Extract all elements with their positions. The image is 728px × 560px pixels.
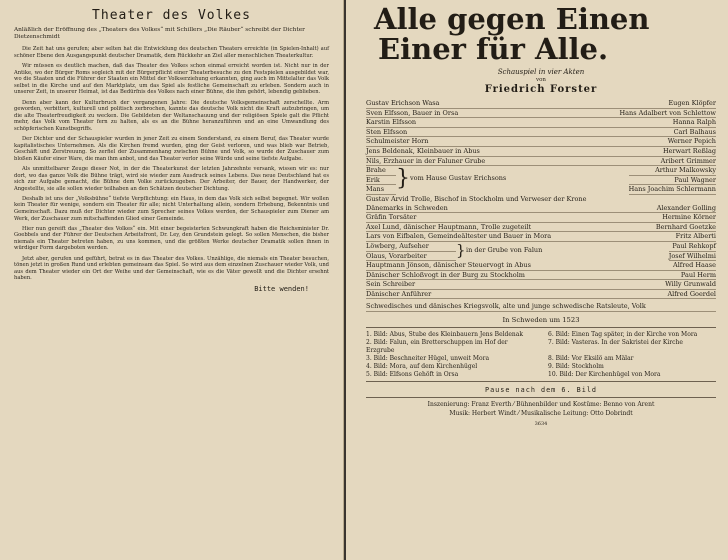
by-label: von: [536, 77, 546, 83]
cast-row: Gustav Erichson Wasa Eugen Klöpfer: [366, 99, 716, 107]
scene-item: 9. Bild: Stockholm: [548, 363, 604, 371]
page-number: 3634: [534, 421, 548, 428]
cast-row: Sein Schreiber Willy Grunwald: [366, 280, 716, 289]
right-page: [346, 0, 728, 560]
intermission-note: Pause nach dem 6. Bild: [484, 386, 598, 395]
brace-glyph: }: [396, 166, 410, 192]
extras-line: Schwedisches und dänisches Kriegsvolk, alte und junge schwedische Ratsleute, Volk: [366, 302, 716, 312]
play-title: [374, 4, 716, 64]
divider: [366, 397, 716, 398]
please-turn-note: Bitte wenden!: [254, 285, 309, 294]
cast-row: Schulmeister Horn Werner Pepich: [366, 137, 716, 146]
cast-row: Sten Elfsson Carl Balhaus: [366, 127, 716, 136]
cast-group-mine: Löwberg, Aufseher Olaus, Vorarbeiter } in der Grube von Falun Paul Rehkopf Josef Wilhelmi: [366, 240, 716, 260]
cast-row: Nils, Erzhauer in der Faluner Grube Aribert Grimmer: [366, 156, 716, 165]
scene-list: [366, 331, 716, 379]
credits-line: Inszenierung: Franz Everth ⁄ Bühnenbilder und Kostüme: Benno von Arent: [427, 401, 655, 409]
cast-row: Sven Elfsson, Bauer in Orsa Hans Adalbert von Schlettow: [366, 108, 716, 117]
scene-item: 5. Bild: Elfsons Gehöft in Orsa: [366, 371, 459, 379]
production-credits: [366, 400, 716, 418]
article-body: [14, 46, 329, 282]
cast-row: Gustav Arvid Trolle, Bischof in Stockholm und Verweser der Krone Dänemarks in Schweden Alexander Golling: [366, 194, 716, 212]
divider: [366, 327, 716, 328]
cast-row: Karstin Elfsson Hanna Ralph: [366, 118, 716, 127]
scene-item: 7. Bild: Vasteras. In der Sakristei der Kirche: [548, 339, 683, 347]
cast-row: Dänischer Schloßvogt in der Burg zu Stockholm Paul Herm: [366, 270, 716, 279]
paragraph: Als unmittelbarer Zeuge dieser Not, in der die Theaterkunst der letzten Jahrzehnte versank, wissen wir es: nur dort, wo das ganze Volk die Bühne trägt, wird sie wieder zum Ausdruck seines Lebens. Das neue Deutschland hat es sich zur Aufgabe gemacht, die Bühne dem Volke zurückzugeben. Der Arbeiter, der Bauer, der Handwerker, der Angestellte, sie alle sollen wieder teilhaben an den Schätzen deutscher Dichtung.: [14, 165, 329, 192]
article-intro: Anläßlich der Eröffnung des „Theaters des Volkes“ mit Schillers „Die Räuber“ schreibt der Dichter Dietzenschmidt: [14, 27, 305, 41]
article-title: Theater des Volkes: [92, 8, 251, 23]
paragraph: Hier nun gereift das „Theater des Volkes“ ein. Mit einer begeisterten Schwungkraft haben die Reichsminister Dr. Goebbels und der Führer der Deutschen Arbeitsfront, Dr. Ley, den Grundstein gelegt. So sollen Menschen, die bisher niemals ein Theater betreten haben, zu uns kommen, und die größten Werke deutscher Dramatik sollen ihnen in würdiger Form dargeboten werden.: [14, 225, 329, 252]
cast-row: Hauptmann Jönson, dänischer Steuervogt in Abus Alfred Haase: [366, 261, 716, 270]
brace-glyph: }: [456, 240, 466, 259]
cast-row: Lars von Eifbalen, Gemeindeältester und Bauer in Mora Fritz Alberti: [366, 232, 716, 241]
paragraph: Der Dichter und der Schauspieler wurden in jener Zeit zu einem Sonderstand, zu einem Beruf, das Theater wurde kapitalistisches Unternehmen. Als die Kirchen fremd wurden, ging der Geist verloren, und was blieb war Betrieb, Geschäft und Zerstreuung. So zerfiel der Zusammenhang zwischen Bühne und Volk, so wurde der Zuschauer zum bloßen Käufer einer Ware, die man ihm anbot, und das Theater verlor seine Würde und seine tiefste Aufgabe.: [14, 136, 329, 162]
play-title-line-1: Alle gegen Einen: [374, 2, 650, 36]
cast-list: [366, 99, 716, 312]
paragraph: Wir müssen es deutlich machen, daß das Theater des Volkes schon einmal erreicht worden ist. Nicht nur in der Antike, wo der Bürger Roms sogleich mit der Bürgerpflicht einer Theaterbesuche zu den Festspielen ausgebildet war, wo die Staaten und die Führer der Staaten ein Mittel der Volkserziehung erkannten, ging auch im Mittelalter das Volk selbst in die Kirche und auf den Marktplatz, um das Spiel als festliche Gemeinschaft zu erleben. Sondern auch in unserer Zeit, in unserer Heimat, ist das Bedürfnis des Volkes nach einer Bühne, die ihm gehört, lebendig geblieben.: [14, 63, 329, 96]
scene-item: 2. Bild: Falun, ein Bretterschuppen im Hof der Erzgrube: [366, 339, 508, 355]
cast-row: Dänischer Anführer Alfred Goerdel: [366, 289, 716, 298]
scene-item: 4. Bild: Mora, auf dem Kirchenhügel: [366, 363, 478, 371]
paragraph: Die Zeit hat uns gerufen; aber selten hat die Entwicklung des deutschen Theaters erreichte (in Spielen-Inhalt) auf schöner Ebene den Ausgangspunkt deutscher Dramatik, dem Rückkehr an Ziel aller menschlichen Theaterkultur.: [14, 46, 329, 59]
cast-group-servants: Brahe Erik Mans } vom Hause Gustav Erichsons Arthur Malkowsky Paul Wagner Hans Joachim Schlermann: [366, 166, 716, 194]
scene-item: 3. Bild: Beschneiter Hügel, unweit Mora: [366, 355, 490, 363]
divider: [366, 381, 716, 382]
cast-row: Jens Beldenak, Kleinbauer in Abus Herwart Reßlag: [366, 146, 716, 155]
play-title-line-2: Einer für Alle.: [378, 32, 609, 66]
left-page: [0, 0, 344, 560]
credits-line: Musik: Herbert Windt ⁄ Musikalische Leitung: Otto Dobrindt: [449, 410, 633, 418]
play-subtitle: Schauspiel in vier Akten: [497, 68, 585, 76]
scene-item: 10. Bild: Der Kirchenhügel von Mora: [548, 371, 661, 379]
scene-item: 8. Bild: Vor Eksilö am Mälar: [548, 355, 634, 363]
setting-line: In Schweden um 1523: [502, 316, 580, 325]
author-name: Friedrich Forster: [484, 84, 598, 95]
paragraph: Denn aber kann der Kulturbruch der vergangenen Jahre: Die deutsche Volksgemeinschaft zerschellte. Arm geworden, verbittert, kulturell und politisch zerbrochen, kannte das deutsche Volk nicht die Kraft aufzubringen, um die alte Theaterfreudigkeit zu wecken. Die Gebildeten der Weltanschauung und der religiösen Spiele galt die Pflicht mehr, das Volk vom Theater fern zu halten, als es an die Bühne heranzuführen und an eine Umwandlung des schöpferischen Kunstbegriffs.: [14, 99, 329, 132]
paragraph: Jetzt aber, gerufen und geführt, betrat es in das Theater des Volkes. Unzählige, die niemals ein Theater besuchen, tönen jetzt in großen Rund und erlebten gemeinsam das Spiel. So wird aus dem einzelnen Zuschauer wieder Volk, und aus dem Theater wieder ein Ort der Weihe und der Gemeinschaft, wie es die Väter gewollt und die Dichter ersehnt haben.: [14, 255, 329, 282]
paragraph: Deshalb ist uns der „Volksbühne“ tiefste Verpflichtung: ein Haus, in dem das Volk sich selbst begegnet. Wir wollen kein Theater für wenige, sondern ein Theater für alle; nicht Unterhaltung allein, sondern Erhebung, Bekenntnis und Gemeinschaft. Dazu muß der Dichter wieder zum Sprecher seines Volkes werden, der Schauspieler zum Diener am Werk, der Zuschauer zum mitschaffenden Glied einer Gemeinde.: [14, 195, 329, 222]
cast-row: Gräfin Torsäter Hermine Körner: [366, 213, 716, 222]
scene-item: 1. Bild: Abus, Stube des Kleinbauern Jens Beldenak: [366, 331, 524, 339]
cast-row: Axel Lund, dänischer Hauptmann, Trolle zugeteilt Bernhard Goetzke: [366, 222, 716, 231]
scene-item: 6. Bild: Einen Tag später, in der Kirche von Mora: [548, 331, 698, 339]
